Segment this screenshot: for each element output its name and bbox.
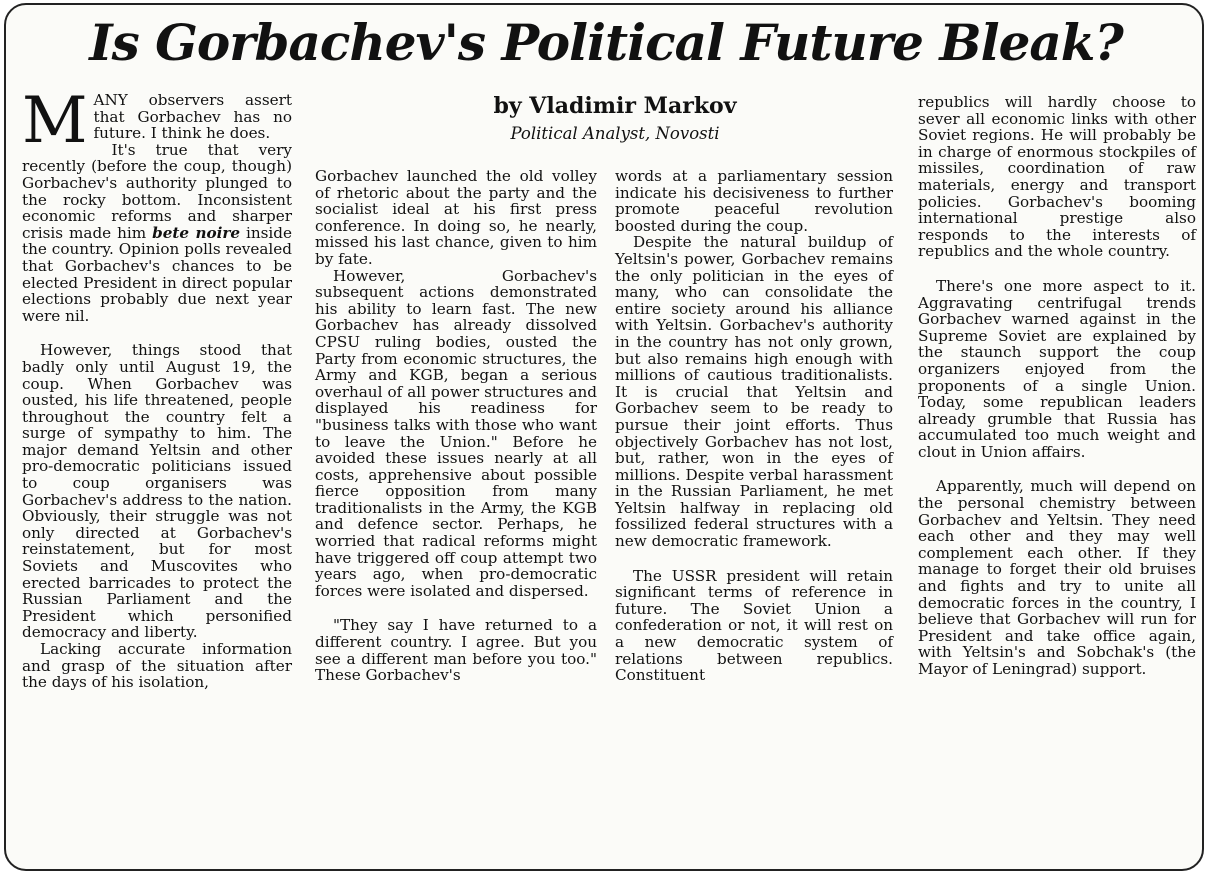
paragraph: The USSR president will retain significant terms of reference in future. The Soviet Union a confederation or not, it will rest on a new democratic system of relations between republics. Constituent [615,566,893,685]
column-1 [22,84,292,692]
paragraph: However, Gorbachev's subsequent actions demonstrated his ability to learn fast. The new Gorbachev has already dissolved CPSU ruling bodies, ousted the Party from economic structures, the Army and KGB, began a serious overhaul of all power structures and displayed his readiness for "business talks with those who want to leave the Union." Before he avoided these issues nearly at all costs, apprehensive about possible fierce opposition from many traditionalists in the Army, the KGB and defence sector. Perhaps, he worried that radical reforms might have triggered off coup attempt two years ago, when pro-democratic forces were isolated and dispersed. [315,266,597,600]
drop-cap: M [22,84,88,158]
paragraph: words at a parliamentary session indicate his decisiveness to further promote peaceful revolution boosted during the coup. [615,167,893,235]
paragraph: republics will hardly choose to sever all economic links with other Soviet regions. He will probably be in charge of enormous stockpiles of missiles, coordination of raw materials, energy and transport policies. Gorbachev's booming international prestige also responds to the interests of republics and the whole country. [918,93,1196,261]
headline: Is Gorbachev's Political Future Bleak? [89,13,1123,72]
paragraph: However, things stood that badly only until August 19, the coup. When Gorbachev was ousted, his life threatened, people throughout the country felt a surge of sympathy to him. The major demand Yeltsin and other pro-democratic politicians issued to coup organisers was Gorbachev's address to the nation. Obviously, their struggle was not only directed at Gorbachev's reinstatement, but for most Soviets and Muscovites who erected barricades to protect the Russian Parliament and the President which personified democracy and liberty. [22,341,292,642]
paragraph: Despite the natural buildup of Yeltsin's power, Gorbachev remains the only politician in the eyes of many, who can consolidate the entire society around his alliance with Yeltsin. Gorbachev's authority in the country has not only grown, but also remains high enough with millions of cautious traditionalists. It is crucial that Yeltsin and Gorbachev seem to be ready to pursue their joint efforts. Thus objectively Gorbachev has not lost, but, rather, won in the eyes of millions. Despite verbal harassment in the Russian Parliament, he met Yeltsin halfway in replacing old fossilized federal structures with a new democratic framework. [615,233,893,551]
paragraph [22,142,292,325]
byline-block [450,92,780,148]
author-affiliation: Political Analyst, Novosti [510,124,720,143]
column-2 [315,168,597,684]
column-3 [615,168,893,684]
paragraph: Apparently, much will depend on the personal chemistry between Gorbachev and Yeltsin. They need each other and they may well complement each other. If they manage to forget their old bruises and fights and try to unite all democratic forces in the country, I believe that Gorbachev will run for President and take office again, with Yeltsin's and Sobchak's (the Mayor of Leningrad) support. [918,477,1196,678]
lead-text: ANY observers assert that Gorbachev has no future. I think he does. [93,91,292,143]
column-4 [918,94,1196,678]
byline: by Vladimir Markov [493,93,737,119]
paragraph-text: It's true that very recently (before the coup, though) Gorbachev's authority plunged to the rocky bottom. Inconsistent economic reforms and sharper crisis made him [22,140,292,242]
paragraph: Gorbachev launched the old volley of rhetoric about the party and the socialist ideal at his first press conference. In doing so, he nearly, missed his last chance, given to him by fate. [315,167,597,268]
paragraph: "They say I have returned to a different country. I agree. But you see a different man before you too." These Gorbachev's [315,616,597,685]
paragraph: Lacking accurate information and grasp of the situation after the days of his isolation, [22,640,292,692]
emphasis-text: bete noire [152,223,241,242]
lead-paragraph [22,84,292,158]
paragraph-text: inside the country. Opinion polls revealed that Gorbachev's chances to be elected President in direct popular elections probably due next year were nil. [22,223,292,325]
paragraph: There's one more aspect to it. Aggravating centrifugal trends Gorbachev warned against in the Supreme Soviet are explained by the staunch support the coup organizers enjoyed from the proponents of a single Union. Today, some republican leaders already grumble that Russia has accumulated too much weight and clout in Union affairs. [918,276,1196,461]
